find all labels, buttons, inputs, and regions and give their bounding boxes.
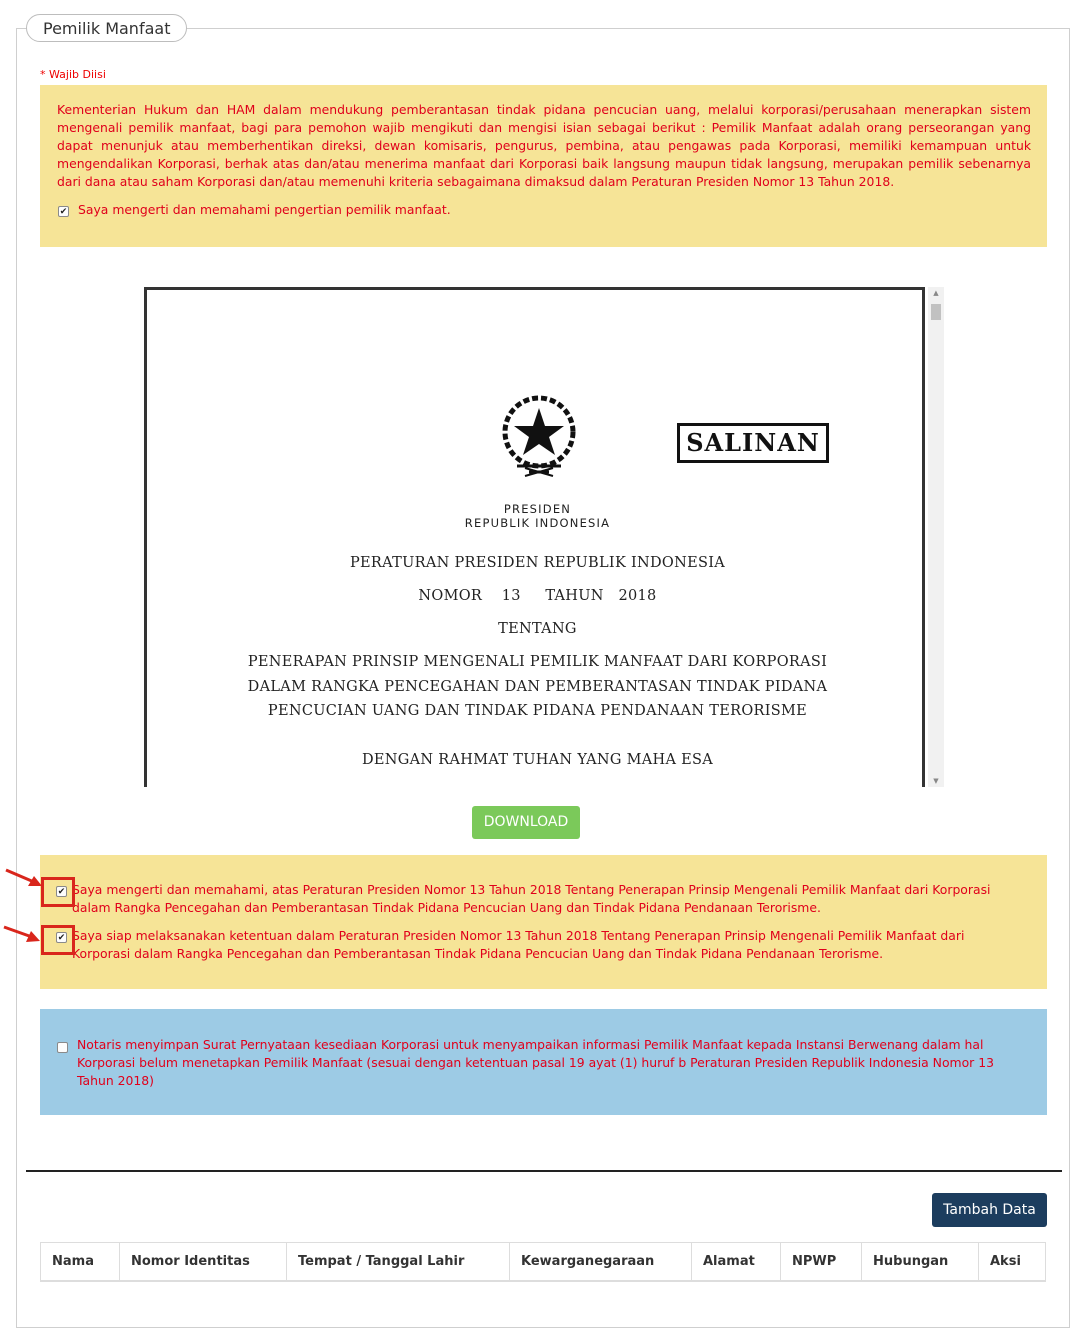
doc-subject-2: DALAM RANGKA PENCEGAHAN DAN PEMBERANTASAN TINDAK PIDANA — [247, 679, 828, 695]
annotation-arrow-icon — [4, 866, 44, 890]
col-alamat: Alamat — [692, 1243, 781, 1281]
table-header-row — [41, 1243, 1046, 1281]
doc-nomor: NOMOR 13 TAHUN 2018 — [418, 588, 657, 604]
notaris-label: Notaris menyimpan Surat Pernyataan kesediaan Korporasi untuk menyampaikan informasi Pemilik Manfaat kepada Instansi Berwenang dalam hal Korporasi belum menetapkan Pemilik Manfaat (sesuai dengan ketentuan pasal 19 ayat (1) huruf b Peraturan Presiden Republik Indonesia Nomor 13 Tahun 2018) — [77, 1037, 994, 1088]
doc-subject-3: PENCUCIAN UANG DAN TINDAK PIDANA PENDANAAN TERORISME — [267, 703, 808, 719]
col-kewarganegaraan: Kewarganegaraan — [510, 1243, 692, 1281]
col-hubungan: Hubungan — [862, 1243, 979, 1281]
section-divider — [26, 1170, 1062, 1172]
intro-checkbox-label: Saya mengerti dan memahami pengertian pemilik manfaat. — [78, 202, 451, 217]
agreement-checkbox-2[interactable]: ✔ — [57, 933, 66, 943]
doc-rahmat: DENGAN RAHMAT TUHAN YANG MAHA ESA — [361, 752, 714, 768]
required-note: * Wajib Diisi — [40, 68, 106, 81]
intro-panel — [40, 85, 1047, 247]
doc-subject-1: PENERAPAN PRINSIP MENGENALI PEMILIK MANFAAT DARI KORPORASI — [247, 654, 828, 670]
col-tempat-tanggal-lahir: Tempat / Tanggal Lahir — [287, 1243, 510, 1281]
annotation-arrow-icon — [2, 924, 42, 948]
doc-title: PERATURAN PRESIDEN REPUBLIK INDONESIA — [349, 555, 726, 571]
notaris-checkbox[interactable] — [57, 1042, 68, 1053]
agreement-checkbox-1[interactable]: ✔ — [57, 887, 66, 897]
scroll-down-icon[interactable]: ▼ — [933, 777, 939, 785]
intro-checkbox[interactable]: ✔ — [59, 207, 68, 217]
section-legend: Pemilik Manfaat — [26, 14, 187, 42]
download-button[interactable]: DOWNLOAD — [472, 806, 580, 839]
col-npwp: NPWP — [781, 1243, 862, 1281]
intro-text: Kementerian Hukum dan HAM dalam mendukung pemberantasan tindak pidana pencucian uang, melalui korporasi/perusahaan menerapkan sistem mengenali pemilik manfaat, bagi para pemohon wajib mengikuti dan mengisi isian sebagai berikut : Pemilik Manfaat adalah orang perseorangan yang dapat menunjuk atau memberhentikan direksi, dewan komisaris, pengurus, pembina, atau pengawas pada Korporasi, memiliki kemampuan untuk mengendalikan Korporasi, berhak atas dan/atau menerima manfaat dari Korporasi baik langsung maupun tidak langsung, merupakan pemilik sebenarnya dari dana atau saham Korporasi dan/atau memenuhi kriteria sebagaimana dimaksud dalam Peraturan Presiden Nomor 13 Tahun 2018. — [57, 102, 1031, 189]
doc-republik: REPUBLIK INDONESIA — [464, 516, 611, 530]
salinan-stamp: SALINAN — [677, 423, 829, 463]
intro-checkbox-row — [57, 201, 1031, 219]
scroll-thumb[interactable] — [931, 304, 941, 320]
doc-tentang: TENTANG — [498, 621, 577, 637]
garuda-emblem-icon — [489, 386, 589, 481]
pemilik-manfaat-table — [40, 1242, 1046, 1282]
agreement-item-2 — [40, 927, 1047, 963]
document-page — [144, 287, 925, 787]
agreement-label-2: Saya siap melaksanakan ketentuan dalam Peraturan Presiden Nomor 13 Tahun 2018 Tentang Penerapan Prinsip Mengenali Pemilik Manfaat dari Korporasi dalam Rangka Pencegahan dan Pemberantasan Tindak Pidana Pencucian Uang dan Tindak Pidana Pendanaan Terorisme. — [72, 928, 965, 961]
viewer-scrollbar[interactable] — [928, 287, 944, 787]
highlight-frame-2 — [41, 925, 75, 955]
tambah-data-button[interactable]: Tambah Data — [932, 1193, 1047, 1227]
agreement-label-1: Saya mengerti dan memahami, atas Peraturan Presiden Nomor 13 Tahun 2018 Tentang Penerapan Prinsip Mengenali Pemilik Manfaat dari Korporasi dalam Rangka Pencegahan dan Pemberantasan Tindak Pidana Pencucian Uang dan Tindak Pidana Pendanaan Terorisme. — [72, 882, 991, 915]
col-aksi: Aksi — [979, 1243, 1046, 1281]
highlight-frame-1 — [41, 877, 75, 907]
doc-presiden: PRESIDEN — [503, 502, 572, 516]
col-nomor-identitas: Nomor Identitas — [120, 1243, 287, 1281]
scroll-up-icon[interactable]: ▲ — [933, 289, 939, 297]
agreement-item-1 — [40, 881, 1047, 917]
notaris-panel — [40, 1009, 1047, 1115]
col-nama: Nama — [41, 1243, 120, 1281]
agreement-panel — [40, 855, 1047, 989]
document-viewer[interactable] — [144, 287, 944, 787]
